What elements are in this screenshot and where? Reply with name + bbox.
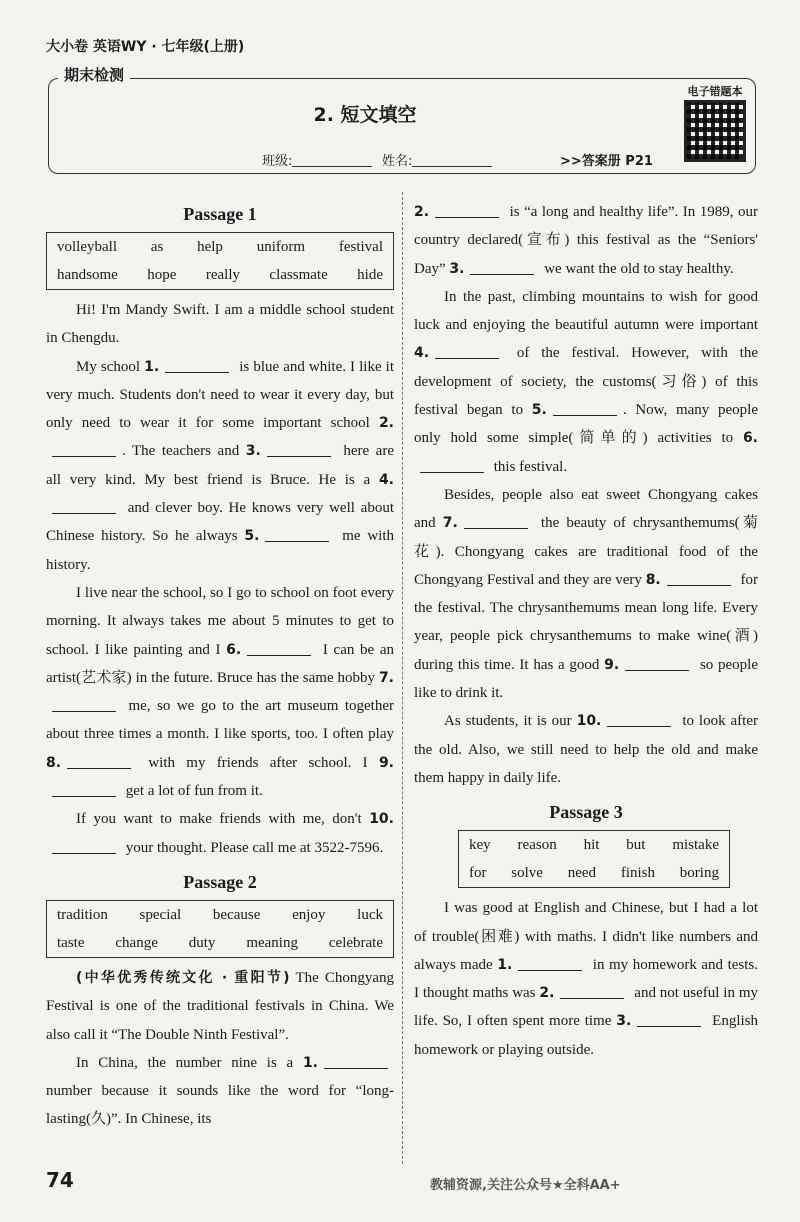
qr-label: 电子错题本 [687, 85, 743, 98]
answer-blank[interactable] [435, 342, 499, 359]
question-number: 3. [449, 260, 465, 277]
passage2-paragraph: (中华优秀传统文化 · 重阳节) The Chongyang Festival is one of the traditional festivals in China. We also call it “The Double Ninth Festival”. [46, 969, 395, 1043]
passage2-paragraph: Besides, people also eat sweet Chongyang cakes and 7. the beauty of chrysanthemums(菊花). Chongyang cakes are traditional food of the Chongyang Festival and they are very 8. for the festival. The chrysanthemums mean long life. Every year, people pick chrysanthemums to make wine(酒) during this time. It has a good 9. so people like to drink it. [414, 486, 759, 702]
question-number: 1. [497, 956, 513, 973]
passage1-paragraph: My school 1. is blue and white. I like it very much. Students don't need to wear it every day, but only need to wear it for some important school 2.. The teachers and 3. here are all very kind. My best friend is Bruce. He is a 4. and clever boy. He knows very well about Chinese history. So he always 5. me with history. [46, 353, 394, 579]
passage1-title: Passage 1 [183, 204, 257, 224]
question-number: 2. [539, 985, 555, 1002]
passage1-paragraph: If you want to make friends with me, don't 10. your thought. Please call me at 3522-7596. [46, 805, 394, 862]
question-number: 3. [616, 1013, 632, 1030]
word-row [57, 901, 383, 929]
question-number: 4. [378, 471, 394, 488]
passage3-title: Passage 3 [549, 802, 623, 823]
answer-blank[interactable] [324, 1052, 388, 1069]
word: mistake [672, 837, 719, 854]
word: as [150, 239, 164, 255]
word: really [205, 267, 240, 283]
passage2-paragraph: In China, the number nine is a 1. number because it sounds like the word for “long-lasting(久)”. In Chinese, its [46, 1049, 394, 1134]
class-field [262, 150, 372, 169]
word: help [197, 239, 223, 255]
passage2-title: Passage 2 [183, 871, 257, 892]
word-row [57, 233, 383, 261]
word: classmate [269, 267, 328, 283]
answer-blank[interactable] [265, 525, 329, 542]
name-label: 姓名: [382, 154, 413, 169]
qr-code-icon [684, 100, 746, 162]
class-label: 班级: [262, 154, 293, 169]
answer-blank[interactable] [267, 440, 331, 457]
answer-blank[interactable] [52, 695, 116, 712]
word: key [469, 837, 491, 854]
word: luck [357, 906, 383, 923]
passage3-paragraph: I was good at English and Chinese, but I had a lot of trouble(困难) with maths. I didn't like numbers and always made 1. in my homework and tests. I thought maths was 2. and not useful in my life. So, I often spent more time 3. English homework or playing outside. [414, 900, 758, 1058]
word: because [212, 906, 261, 923]
answer-blank[interactable] [625, 654, 689, 671]
passage1-paragraph: I live near the school, so I go to school on foot every morning. It always takes me about 5 minutes to get to school. I like painting and I 6. I can be an artist(艺术家) in the future. Bruce has the same hobby 7. me, so we go to the art museum together about three times a month. I like sports, too. I often play 8. with my friends after school. I 9. get a lot of fun from it. [46, 584, 394, 800]
answer-blank[interactable] [435, 201, 499, 218]
answer-blank[interactable] [553, 399, 617, 416]
question-number: 5. [244, 528, 260, 545]
footer-note: 教辅资源,关注公众号★全科AA+ [430, 1178, 621, 1193]
passage2-word-box [46, 900, 394, 958]
word: finish [620, 865, 656, 882]
answer-blank[interactable] [247, 639, 311, 656]
word: celebrate [328, 934, 383, 951]
word: festival [338, 239, 383, 255]
word: tradition [57, 906, 108, 923]
answer-blank[interactable] [560, 982, 624, 999]
answer-blank[interactable] [67, 752, 131, 769]
topic-tag: (中华优秀传统文化 · 重阳节) [76, 969, 290, 986]
answer-blank[interactable] [637, 1010, 701, 1027]
class-blank [292, 154, 372, 167]
answer-blank[interactable] [52, 440, 116, 457]
section-title: 2. 短文填空 [313, 104, 417, 126]
word: taste [57, 934, 85, 951]
answer-blank[interactable] [518, 954, 582, 971]
question-number: 9. [604, 656, 620, 673]
question-number: 4. [414, 345, 430, 362]
word: for [469, 865, 487, 882]
passage1-paragraph: Hi! I'm Mandy Swift. I am a middle school student in Chengdu. [46, 302, 394, 347]
word: hit [583, 837, 600, 854]
answer-blank[interactable] [165, 356, 229, 373]
question-number: 6. [742, 430, 758, 447]
passage2-paragraph: 2. is “a long and healthy life”. In 1989, our country declared(宣布) this festival as the “Seniors' Day” 3. we want the old to stay healthy. [414, 198, 758, 283]
word: hide [357, 267, 383, 283]
question-number: 2. [414, 204, 430, 220]
name-blank [412, 154, 492, 167]
left-column [46, 198, 394, 1134]
answer-blank[interactable] [607, 710, 671, 727]
word: volleyball [57, 239, 117, 255]
word: reason [517, 837, 557, 854]
passage2-paragraph: As students, it is our 10. to look after the old. Also, we still need to help the old and make them happy in daily life. [414, 707, 758, 792]
word-row [469, 859, 719, 887]
question-number: 10. [576, 713, 602, 730]
question-number: 8. [46, 754, 62, 771]
word-row [57, 929, 383, 957]
answer-blank[interactable] [52, 497, 116, 514]
word: handsome [57, 267, 118, 283]
word: uniform [256, 239, 306, 255]
question-number: 5. [531, 402, 547, 419]
word: solve [511, 865, 543, 882]
question-number: 7. [378, 669, 394, 686]
column-divider [402, 192, 403, 1164]
question-number: 1. [144, 358, 160, 375]
question-number: 3. [245, 443, 261, 460]
word: meaning [246, 934, 298, 951]
question-number: 6. [226, 641, 242, 658]
word: hope [147, 267, 177, 283]
answer-blank[interactable] [52, 780, 116, 797]
word: special [139, 906, 182, 923]
answer-blank[interactable] [464, 512, 528, 529]
book-series-title: 大小卷 英语WY · 七年级(上册) [46, 39, 245, 55]
answer-blank[interactable] [667, 569, 731, 586]
word: but [626, 837, 646, 854]
name-field [382, 150, 492, 169]
answer-blank[interactable] [470, 258, 534, 275]
word-row [57, 261, 383, 289]
question-number: 7. [442, 515, 458, 532]
question-number: 1. [302, 1054, 318, 1071]
answer-reference: >>答案册 P21 [560, 154, 653, 169]
word: need [567, 865, 597, 882]
word: boring [679, 865, 719, 882]
question-number: 9. [378, 754, 394, 771]
word: enjoy [292, 906, 326, 923]
question-number: 2. [378, 415, 394, 432]
answer-blank[interactable] [52, 837, 116, 854]
passage3-word-box [458, 830, 730, 888]
right-column [414, 198, 758, 1064]
question-number: 10. [369, 811, 394, 828]
exam-tag: 期末检测 [58, 64, 130, 85]
page-number: 74 [46, 1168, 74, 1192]
answer-blank[interactable] [420, 456, 484, 473]
passage1-word-box [46, 232, 394, 290]
passage2-paragraph: In the past, climbing mountains to wish for good luck and enjoying the beautiful autumn were important 4. of the festival. However, with the development of society, the customs(习俗) of this festival began to 5. . Now, many people only hold some simple(简单的) activities to 6. this festival. [414, 288, 759, 475]
word: duty [188, 934, 216, 951]
word: change [115, 934, 158, 951]
word-row [469, 831, 719, 859]
question-number: 8. [645, 571, 661, 588]
